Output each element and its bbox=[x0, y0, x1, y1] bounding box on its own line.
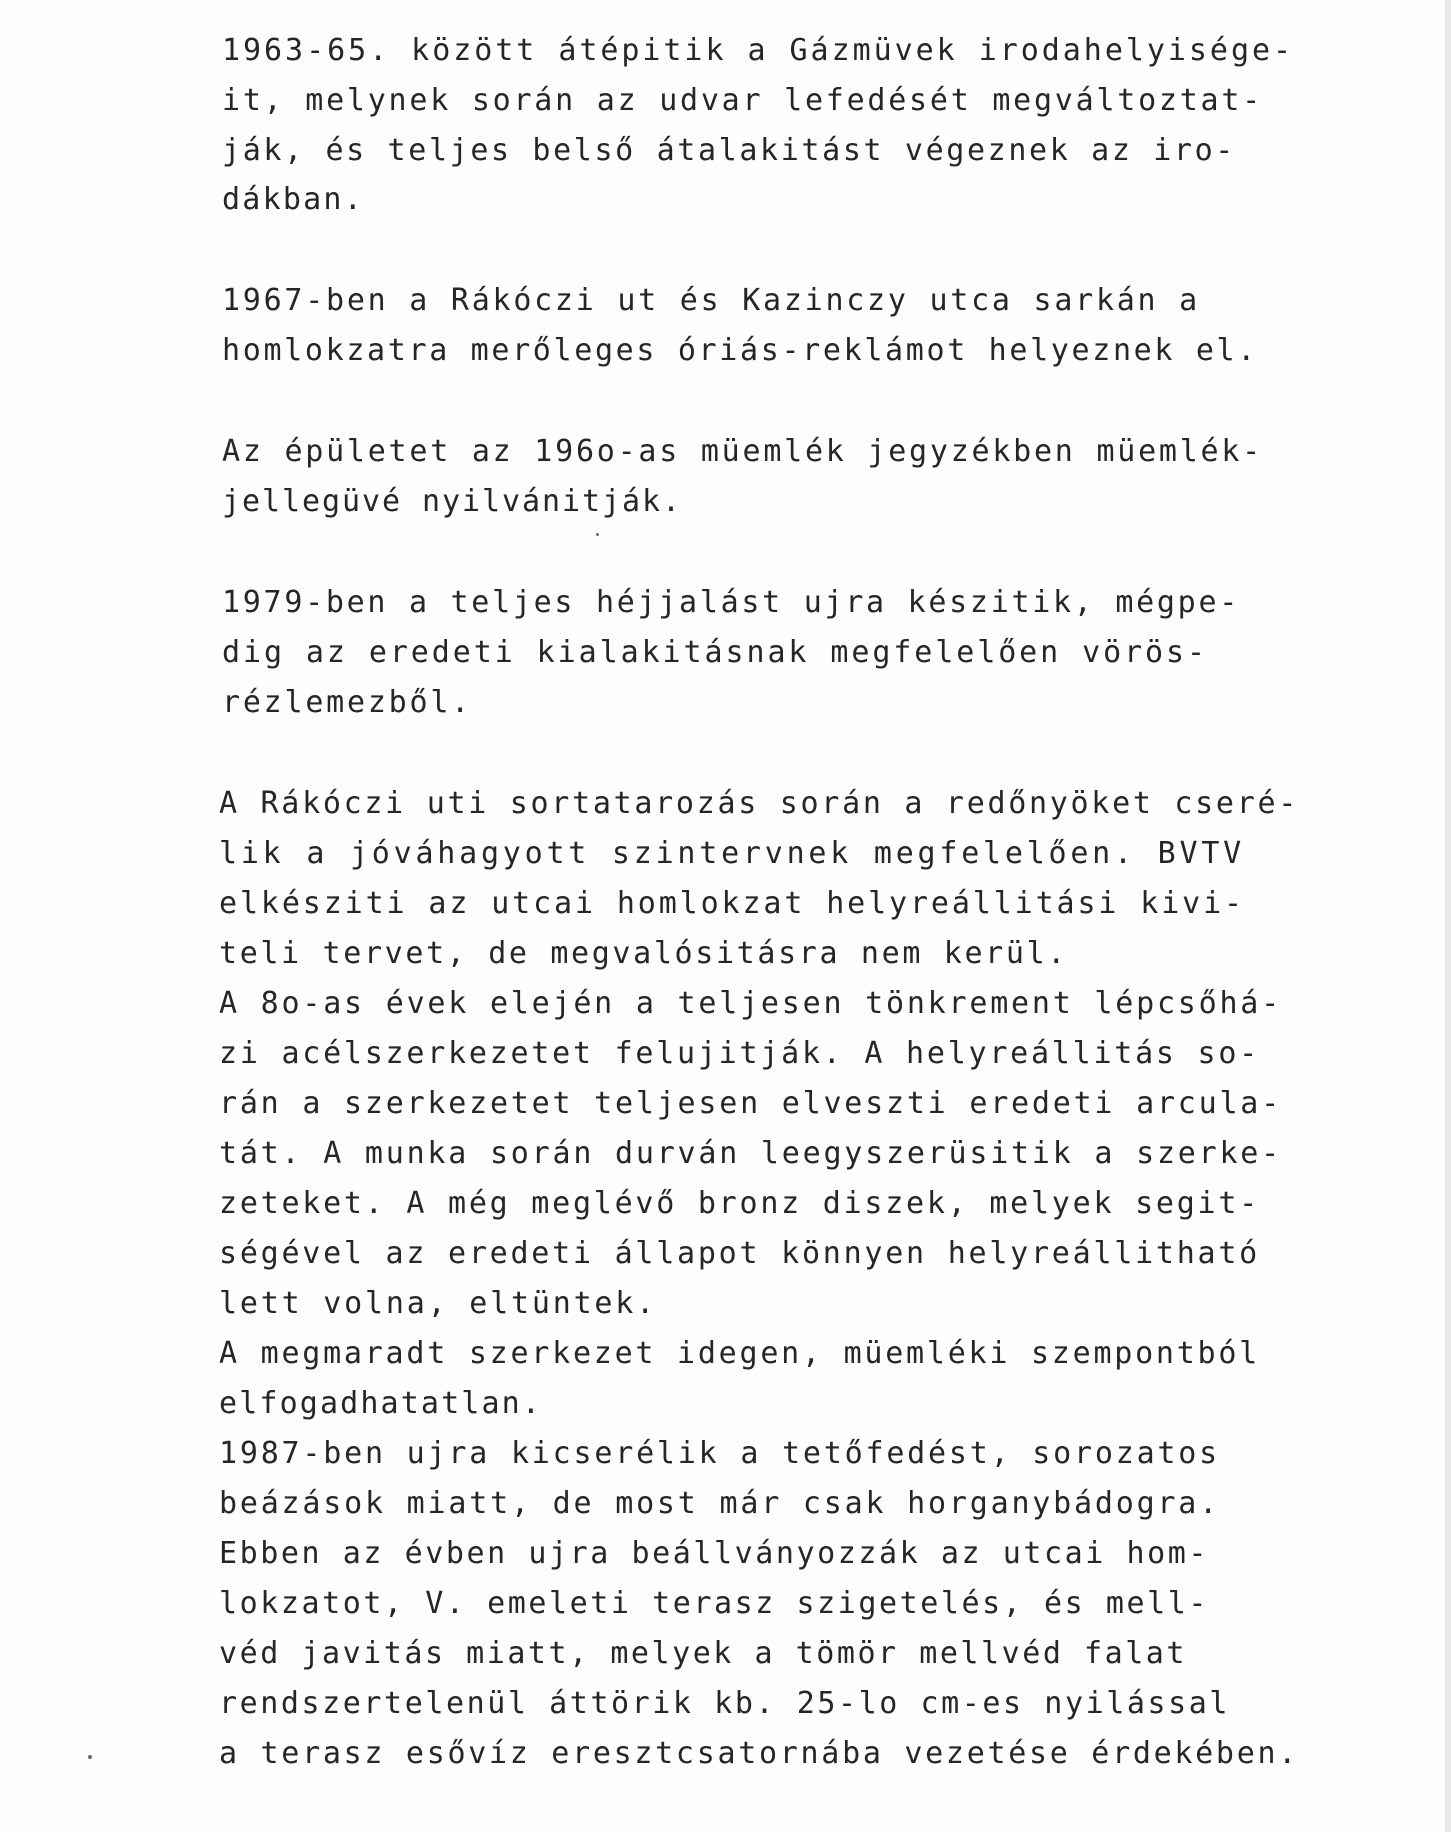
text-line-22: lett volna, eltüntek. bbox=[219, 1286, 657, 1321]
text-line-1: 1963-65. között átépitik a Gázmüvek irodahelyisége- bbox=[222, 33, 1294, 68]
text-line-18: rán a szerkezetet teljesen elveszti eredeti arcula- bbox=[219, 1086, 1282, 1121]
text-line-30: rendszertelenül áttörik kb. 25-lo cm-es nyilással bbox=[219, 1686, 1230, 1721]
text-line-2: it, melynek során az udvar lefedését megváltoztat- bbox=[222, 83, 1263, 118]
text-line-10: dig az eredeti kialakitásnak megfelelően vörös- bbox=[222, 635, 1208, 670]
text-line-9: 1979-ben a teljes héjjalást ujra készitik, mégpe- bbox=[222, 585, 1240, 620]
text-line-27: Ebben az évben ujra beállványozzák az utcai hom- bbox=[219, 1536, 1209, 1571]
text-line-26: beázások miatt, de most már csak horganybádogra. bbox=[219, 1486, 1220, 1521]
text-line-14: elkésziti az utcai homlokzat helyreállitási kivi- bbox=[219, 886, 1245, 921]
text-line-29: véd javitás miatt, melyek a tömör mellvéd falat bbox=[219, 1636, 1187, 1671]
text-line-15: teli tervet, de megvalósitásra nem kerül. bbox=[219, 936, 1068, 971]
text-line-19: tát. A munka során durván leegyszerüsitik a szerke- bbox=[219, 1136, 1282, 1171]
text-line-8: jellegüvé nyilvánitják. bbox=[222, 484, 682, 519]
text-line-31: a terasz esővíz eresztcsatornába vezetése érdekében. bbox=[219, 1736, 1299, 1771]
text-line-20: zeteket. A még meglévő bronz diszek, melyek segit- bbox=[219, 1186, 1260, 1221]
text-line-21: ségével az eredeti állapot könnyen helyreállitható bbox=[219, 1236, 1260, 1271]
text-line-7: Az épületet az 196o-as müemlék jegyzékben müemlék- bbox=[222, 434, 1263, 469]
scan-edge bbox=[1445, 0, 1451, 1832]
text-line-16: A 8o-as évek elején a teljesen tönkrement lépcsőhá- bbox=[219, 986, 1282, 1021]
text-line-23: A megmaradt szerkezet idegen, müemléki szempontból bbox=[219, 1336, 1260, 1371]
scan-speck bbox=[596, 533, 599, 536]
text-line-12: A Rákóczi uti sortatarozás során a redőnyöket cseré- bbox=[219, 786, 1299, 821]
text-line-13: lik a jóváhagyott szintervnek megfelelően. BVTV bbox=[219, 836, 1245, 871]
scan-speck bbox=[88, 1755, 92, 1759]
text-line-11: rézlemezből. bbox=[222, 685, 472, 720]
text-line-3: ják, és teljes belső átalakitást végeznek az iro- bbox=[222, 133, 1236, 168]
text-line-5: 1967-ben a Rákóczi ut és Kazinczy utca sarkán a bbox=[222, 283, 1200, 318]
text-line-17: zi acélszerkezetet felujitják. A helyreállitás so- bbox=[219, 1036, 1260, 1071]
text-line-6: homlokzatra merőleges óriás-reklámot helyeznek el. bbox=[222, 333, 1258, 368]
text-line-4: dákban. bbox=[222, 182, 364, 217]
text-line-28: lokzatot, V. emeleti terasz szigetelés, és mell- bbox=[219, 1586, 1209, 1621]
text-line-25: 1987-ben ujra kicserélik a tetőfedést, sorozatos bbox=[219, 1436, 1220, 1471]
text-line-24: elfogadhatatlan. bbox=[219, 1386, 542, 1421]
